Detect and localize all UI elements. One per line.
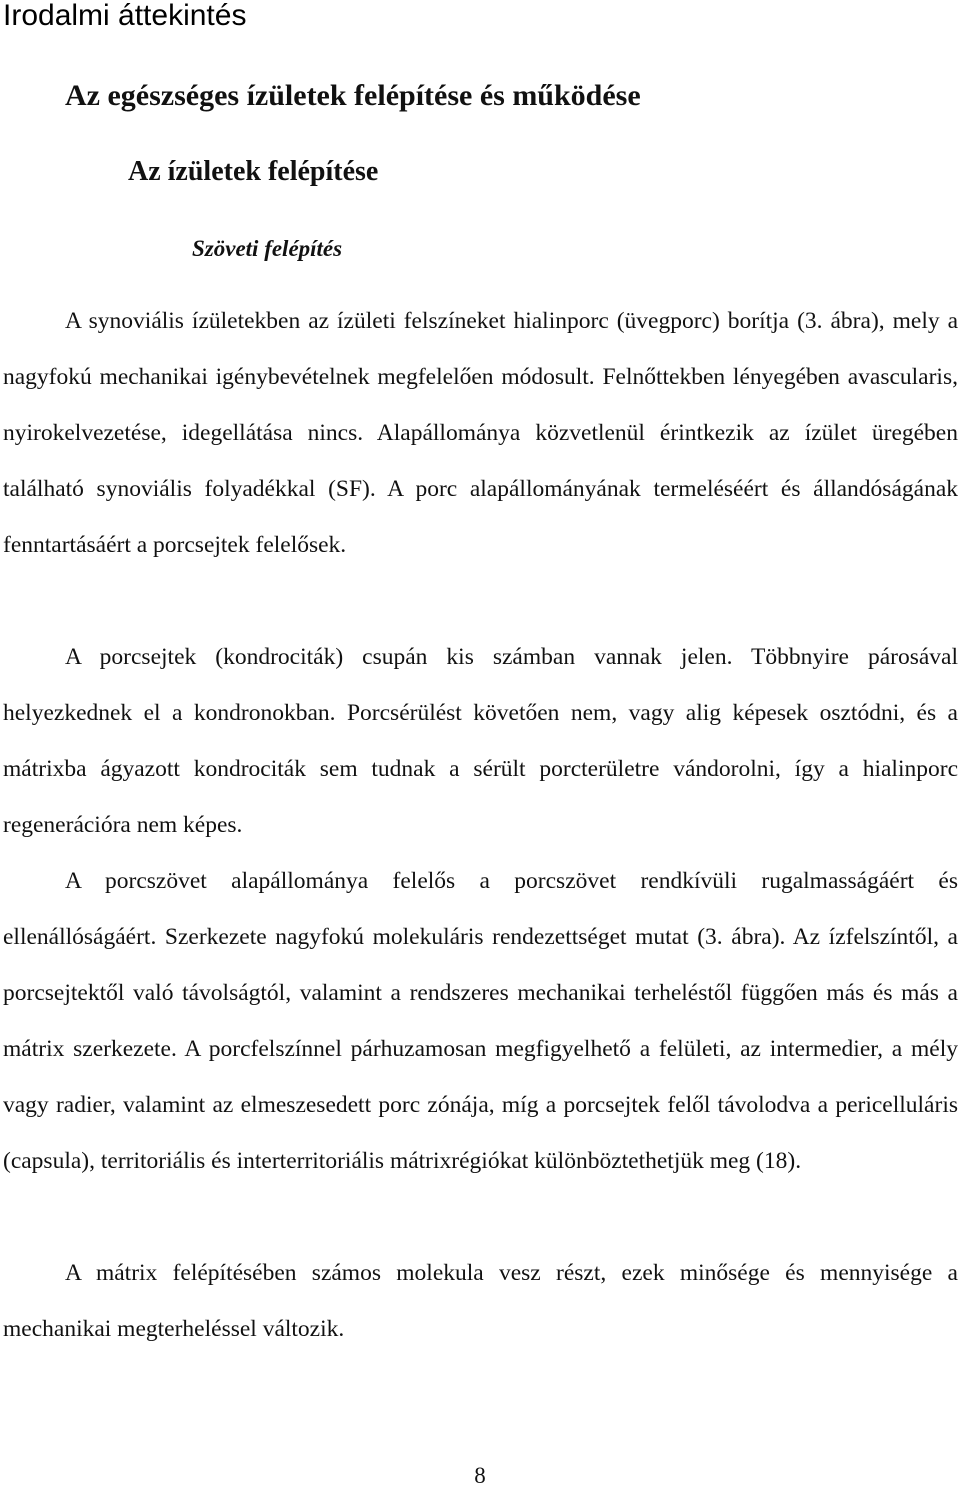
paragraph-chondrocytes: A porcsejtek (kondrociták) csupán kis számban vannak jelen. Többnyire párosával helyezkednek el a kondronokban. Porcsérülést követően nem, vagy alig képesek osztódni, és a mátrixba ágyazott kondrociták sem tudnak a sérült porcterületre vándorolni, így a hialinporc regenerációra nem képes. [3,644,958,838]
page-number: 8 [474,1463,486,1488]
section-heading: Irodalmi áttekintés [3,0,247,32]
paragraph-matrix-molecules: A mátrix felépítésében számos molekula vesz részt, ezek minősége és mennyisége a mechanikai megterheléssel változik. [3,1260,958,1342]
paragraph-hyaline-cartilage: A synoviális ízületekben az ízületi felszíneket hialinporc (üvegporc) borítja (3. ábra), mely a nagyfokú mechanikai igénybevételnek megfelelően módosult. Felnőttekben lényegében avascularis, nyirokelvezetése, idegellátása nincs. Alapállománya közvetlenül érintkezik az ízület üregében található synoviális folyadékkal (SF). A porc alapállományának termeléséért és állandóságának fenntartásáért a porcsejtek felelősek. [3,308,958,558]
paragraph-heading: Szöveti felépítés [192,236,343,261]
subsubsection-heading: Az ízületek felépítése [128,156,379,187]
paragraph-matrix-structure: A porcszövet alapállománya felelős a porcszövet rendkívüli rugalmasságáért és ellenállóságáért. Szerkezete nagyfokú molekuláris rendezettséget mutat (3. ábra). Az ízfelszíntől, a porcsejtektől való távolságtól, valamint a rendszeres mechanikai terheléstől függően más és más a mátrix szerkezete. A porcfelszínnel párhuzamosan megfigyelhető a felületi, az intermedier, a mély vagy radier, valamint az elmeszesedett porc zónája, míg a porcsejtek felől távolodva a pericelluláris (capsula), territoriális és interterritoriális mátrixrégiókat különböztethetjük meg (18). [3,868,958,1174]
subsection-heading: Az egészséges ízületek felépítése és működése [65,79,641,112]
